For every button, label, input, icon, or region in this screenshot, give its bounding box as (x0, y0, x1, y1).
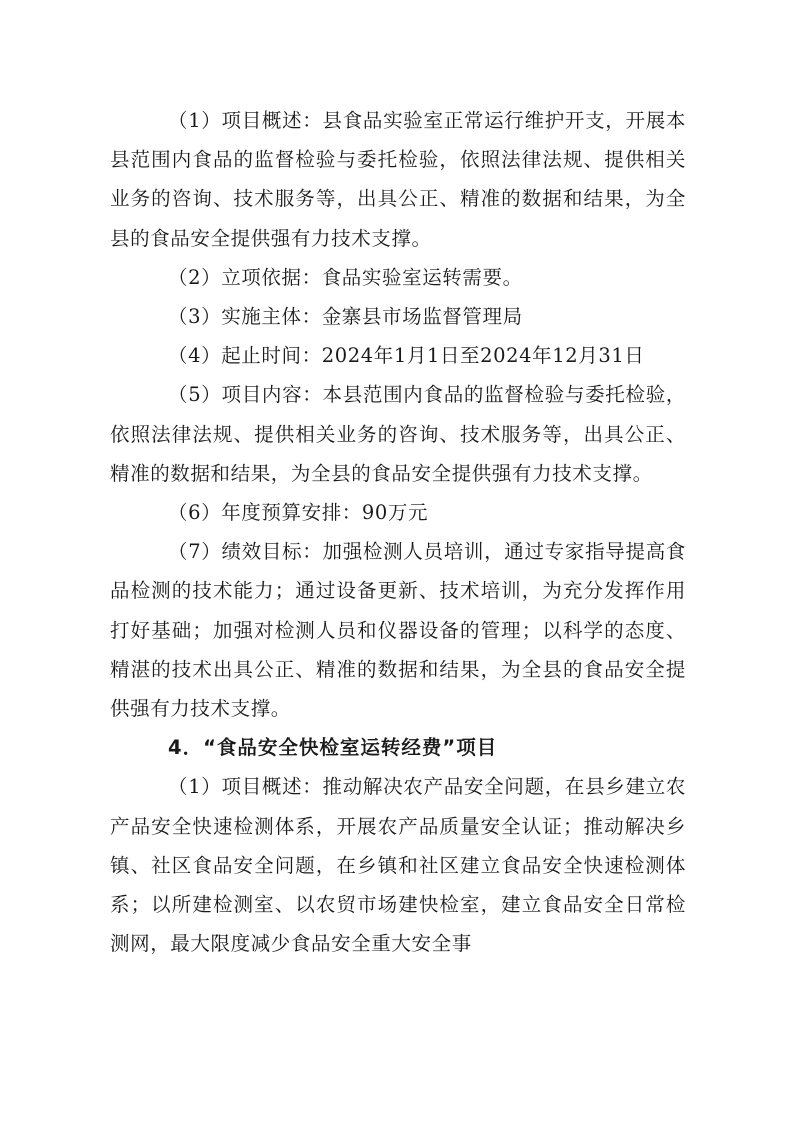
paragraph-overview: （1）项目概述：县食品实验室正常运行维护开支，开展本县范围内食品的监督检验与委托检验，依照法律法规、提供相关业务的咨询、技术服务等，出具公正、精准的数据和结果，为全县的食品安全提供强有力技术支撑。 (110, 109, 686, 250)
paragraph-budget: （6）年度预算安排：90万元 (168, 501, 429, 525)
paragraph-period: （4）起止时间：2024年1月1日至2024年12月31日 (168, 344, 645, 368)
paragraph-content: （5）项目内容：本县范围内食品的监督检验与委托检验，依照法律法规、提供相关业务的咨询、技术服务等，出具公正、精准的数据和结果，为全县的食品安全提供强有力技术支撑。 (110, 383, 686, 485)
paragraph-basis: （2）立项依据：食品实验室运转需要。 (168, 265, 523, 289)
paragraph-goals: （7）绩效目标：加强检测人员培训，通过专家指导提高食品检测的技术能力；通过设备更新、技术培训，为充分发挥作用打好基础；加强对检测人员和仪器设备的管理；以科学的态度、精湛的技术出具公正、精准的数据和结果，为全县的食品安全提供强有力技术支撑。 (110, 540, 686, 721)
paragraph-implementer: （3）实施主体：金寨县市场监督管理局 (168, 305, 523, 329)
document-body (110, 101, 686, 963)
paragraph-section4-overview: （1）项目概述：推动解决农产品安全问题，在县乡建立农产品安全快速检测体系，开展农产品质量安全认证；推动解决乡镇、社区食品安全问题，在乡镇和社区建立食品安全快速检测体系；以所建检测室、以农贸市场建快检室，建立食品安全日常检测网，最大限度减少食品安全重大安全事 (110, 775, 686, 956)
section-heading: 4．“食品安全快检室运转经费”项目 (168, 736, 498, 760)
